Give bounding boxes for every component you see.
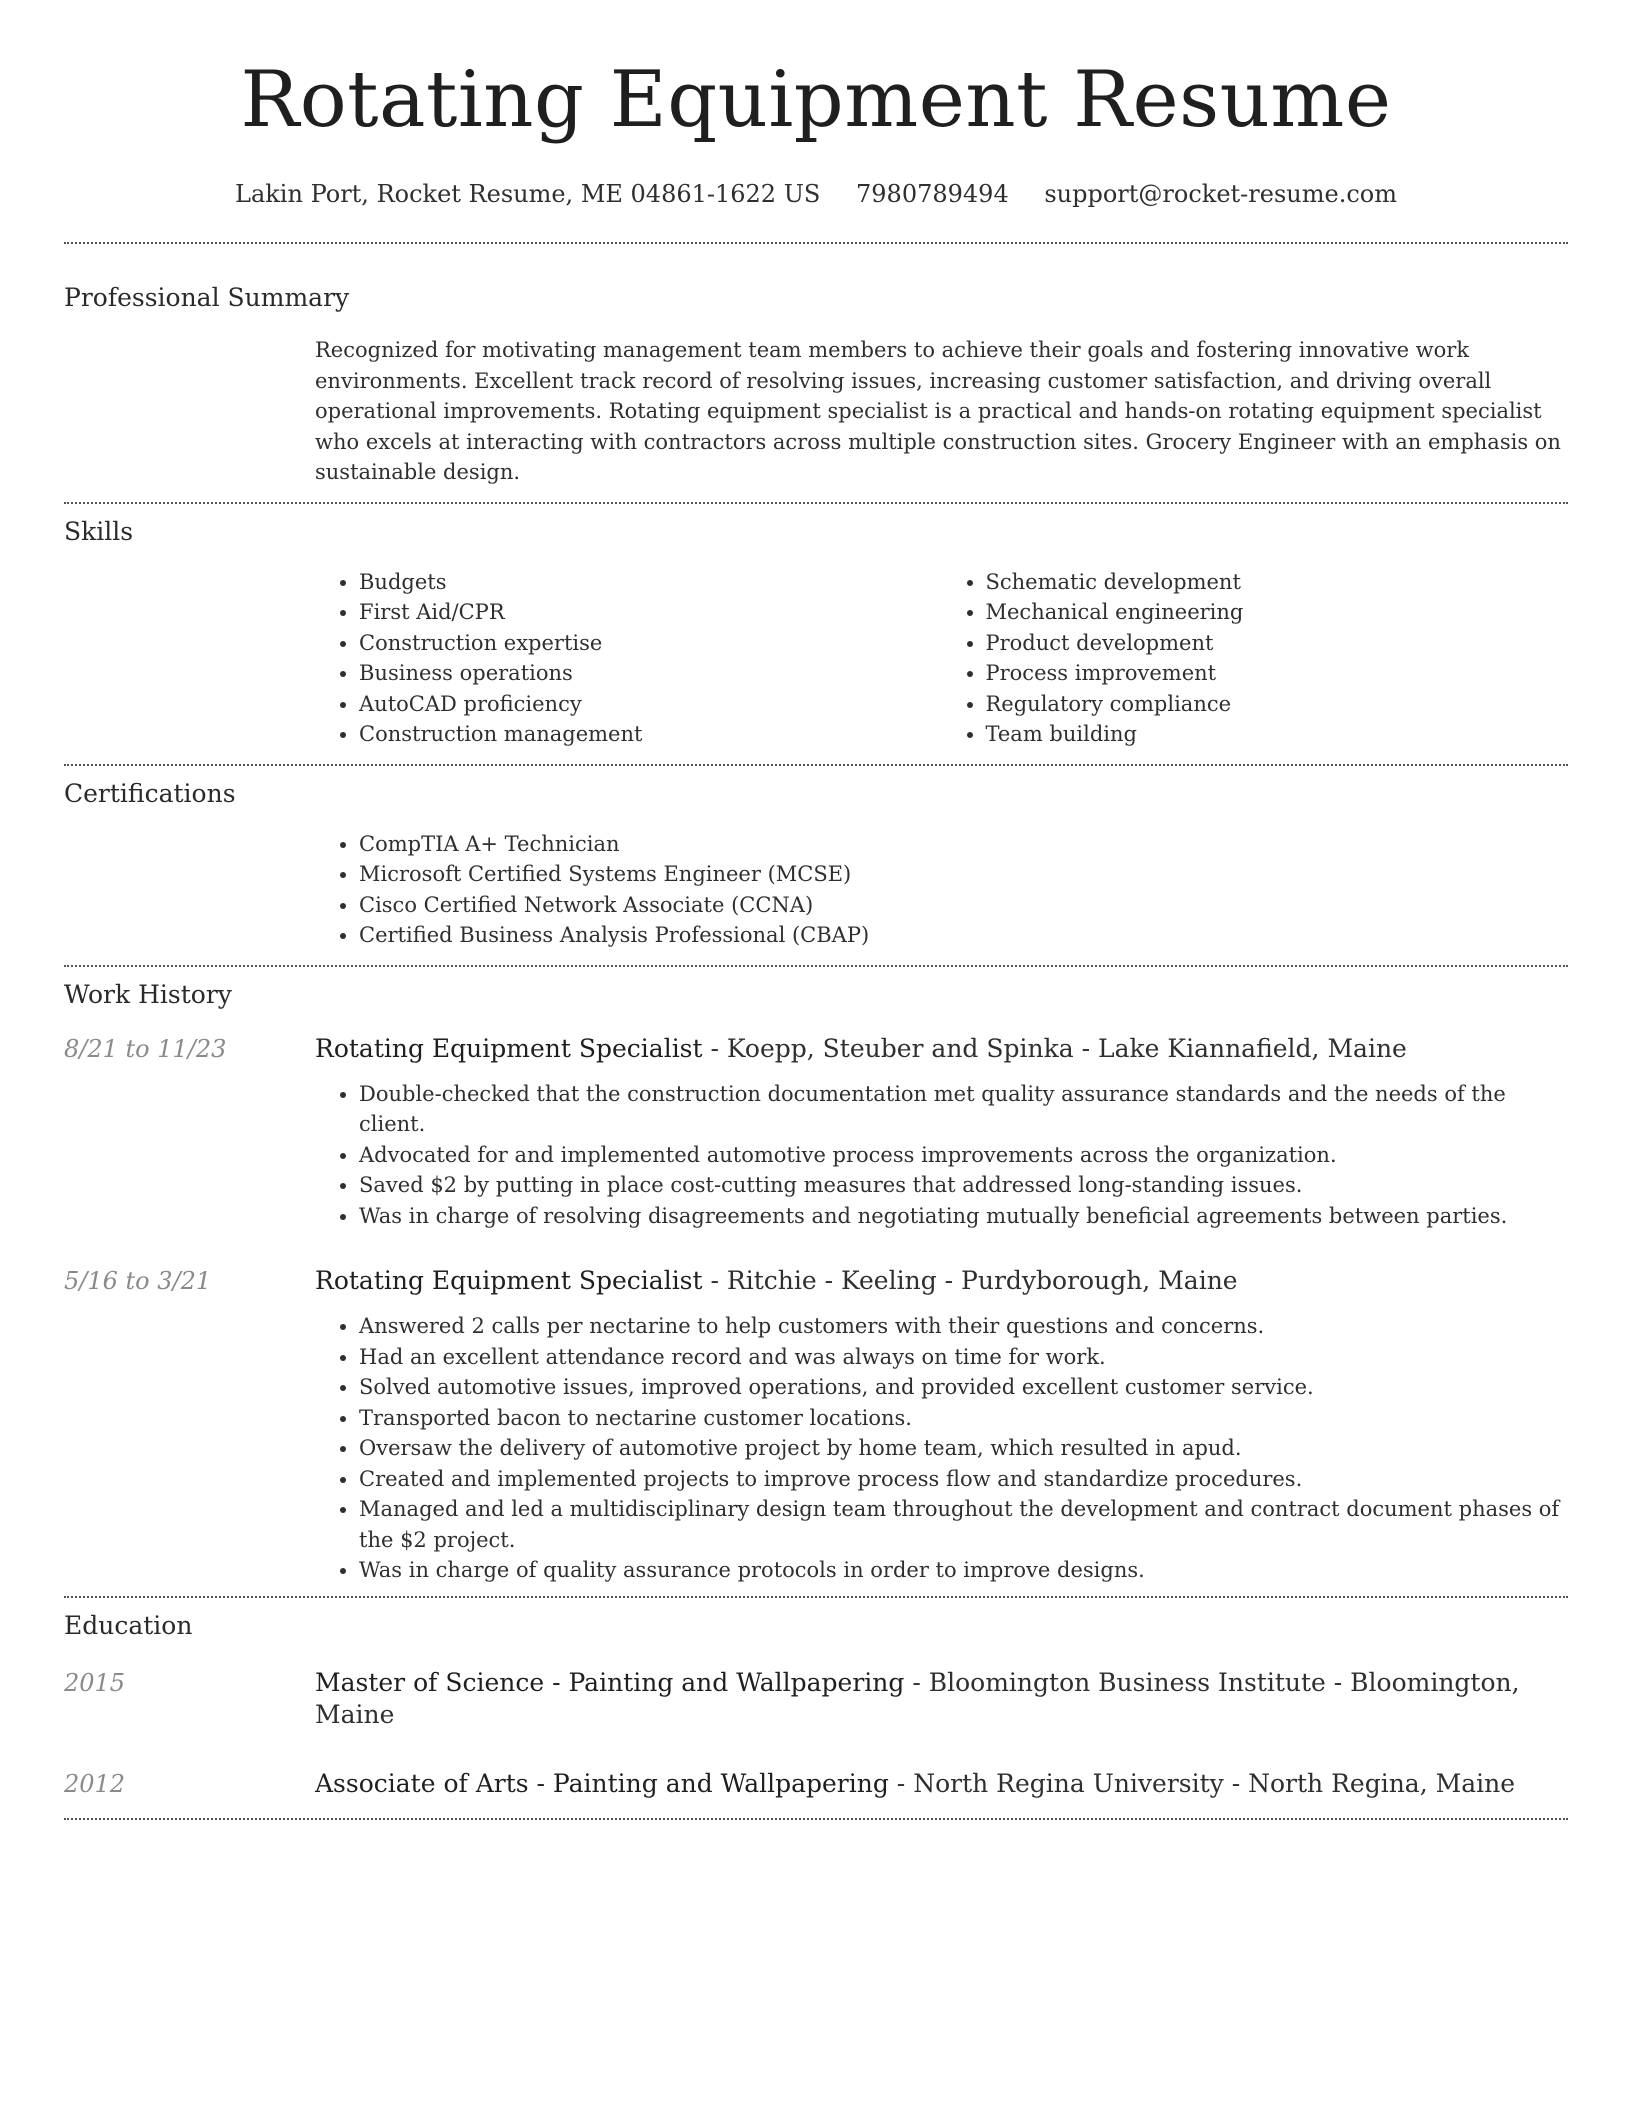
list-item: • Transported bacon to nectarine customer locations.: [359, 1403, 1568, 1434]
skills-heading: Skills: [64, 516, 134, 546]
education-degree: Master of Science - Painting and Wallpapering: [315, 1667, 905, 1697]
contact-email: support@rocket-resume.com: [1044, 180, 1397, 208]
list-item: • Mechanical engineering: [986, 597, 1569, 628]
list-item: • Double-checked that the construction documentation met quality assurance standards and the needs of the client.: [359, 1079, 1568, 1140]
job-heading: Rotating Equipment Specialist - Koepp, Steuber and Spinka - Lake Kiannafield, Maine: [315, 1033, 1407, 1063]
certifications-heading: Certifications: [64, 778, 236, 808]
list-item: • Product development: [986, 628, 1569, 659]
list-item: • Microsoft Certified Systems Engineer (MCSE): [359, 859, 1568, 890]
list-item: • Oversaw the delivery of automotive project by home team, which resulted in apud.: [359, 1433, 1568, 1464]
list-item: • First Aid/CPR: [359, 597, 942, 628]
contact-address: Lakin Port, Rocket Resume, ME 04861-1622 US: [235, 180, 821, 208]
list-item: • Created and implemented projects to improve process flow and standardize procedures.: [359, 1464, 1568, 1495]
skills-list-right: [942, 567, 1569, 750]
list-item: • Was in charge of quality assurance protocols in order to improve designs.: [359, 1555, 1568, 1586]
certifications-list: [315, 829, 1568, 951]
education-year: 2015: [64, 1668, 126, 1697]
contact-line: [64, 178, 1568, 210]
list-item: • Regulatory compliance: [986, 689, 1569, 720]
job-bullet-list: [315, 1311, 1568, 1586]
list-item: • Solved automotive issues, improved operations, and provided excellent customer service.: [359, 1372, 1568, 1403]
list-item: • Construction management: [359, 719, 942, 750]
summary-heading: Professional Summary: [64, 283, 350, 312]
education-heading-line: Master of Science - Painting and Wallpapering - Bloomington Business Institute - Bloomington, Maine: [315, 1667, 1520, 1729]
work-history-heading: Work History: [64, 979, 232, 1009]
contact-phone: 7980789494: [856, 180, 1009, 208]
summary-text: Recognized for motivating management team members to achieve their goals and fostering innovative work environments. Excellent track record of resolving issues, increasing customer satisfaction, and driving overall operational improvements. Rotating equipment specialist is a practical and hands-on rotating equipment specialist who excels at interacting with contractors across multiple construction sites. Grocery Engineer with an emphasis on sustainable design.: [315, 338, 1561, 484]
list-item: • Business operations: [359, 658, 942, 689]
job-position: Rotating Equipment Specialist: [315, 1266, 703, 1295]
list-item: • Answered 2 calls per nectarine to help customers with their questions and concerns.: [359, 1311, 1568, 1342]
divider: [64, 965, 1568, 967]
education-section: [64, 1610, 1568, 1818]
job-entry: [64, 1265, 1568, 1596]
job-duties: [315, 1311, 1568, 1586]
job-employer: Koepp, Steuber and Spinka - Lake Kiannafield, Maine: [726, 1033, 1407, 1063]
divider: [64, 242, 1568, 244]
skills-section: [64, 516, 1568, 764]
list-item: • Advocated for and implemented automotive process improvements across the organization.: [359, 1140, 1568, 1171]
education-heading-line: Associate of Arts - Painting and Wallpapering - North Regina University - North Regina, Maine: [315, 1768, 1515, 1798]
job-header: [64, 1265, 1568, 1297]
summary-section: [64, 282, 1568, 502]
education-year: 2012: [64, 1769, 126, 1798]
list-item: • Team building: [986, 719, 1569, 750]
job-bullet-list: [315, 1079, 1568, 1232]
list-item: • Cisco Certified Network Associate (CCNA): [359, 890, 1568, 921]
job-dates: 5/16 to 3/21: [64, 1267, 212, 1295]
list-item: • AutoCAD proficiency: [359, 689, 942, 720]
work-history-section: [64, 979, 1568, 1596]
list-item: • Process improvement: [986, 658, 1569, 689]
skills-list-left: [315, 567, 942, 750]
list-item: • Managed and led a multidisciplinary design team throughout the development and contract document phases of the $2 project.: [359, 1494, 1568, 1555]
list-item: • Schematic development: [986, 567, 1569, 598]
resume-page: [64, 0, 1568, 1820]
divider: [64, 764, 1568, 766]
education-heading: Education: [64, 1610, 193, 1640]
list-item: • Saved $2 by putting in place cost-cutting measures that addressed long-standing issues.: [359, 1170, 1568, 1201]
skills-grid: [315, 567, 1568, 764]
divider: [64, 1818, 1568, 1820]
job-dates: 8/21 to 11/23: [64, 1034, 227, 1063]
job-heading: Rotating Equipment Specialist - Ritchie - Keeling - Purdyborough, Maine: [315, 1266, 1238, 1295]
resume-title: Rotating Equipment Resume: [240, 55, 1392, 145]
education-entry: [64, 1768, 1568, 1818]
list-item: • Construction expertise: [359, 628, 942, 659]
education-entry: [64, 1667, 1568, 1731]
job-position: Rotating Equipment Specialist: [315, 1033, 703, 1063]
divider: [64, 502, 1568, 504]
education-degree: Associate of Arts - Painting and Wallpapering: [315, 1768, 889, 1798]
list-item: • CompTIA A+ Technician: [359, 829, 1568, 860]
job-duties: [315, 1079, 1568, 1232]
certifications-body: [315, 829, 1568, 965]
list-item: • Budgets: [359, 567, 942, 598]
job-header: [64, 1033, 1568, 1065]
list-item: • Certified Business Analysis Professional (CBAP): [359, 920, 1568, 951]
certifications-section: [64, 778, 1568, 965]
job-employer: Ritchie - Keeling - Purdyborough, Maine: [726, 1266, 1238, 1295]
divider: [64, 1596, 1568, 1598]
education-school: Bloomington Business Institute - Bloomington, Maine: [315, 1667, 1520, 1729]
education-school: North Regina University - North Regina, Maine: [913, 1768, 1515, 1798]
list-item: • Was in charge of resolving disagreements and negotiating mutually beneficial agreements between parties.: [359, 1201, 1568, 1232]
list-item: • Had an excellent attendance record and was always on time for work.: [359, 1342, 1568, 1373]
job-entry: [64, 1033, 1568, 1232]
